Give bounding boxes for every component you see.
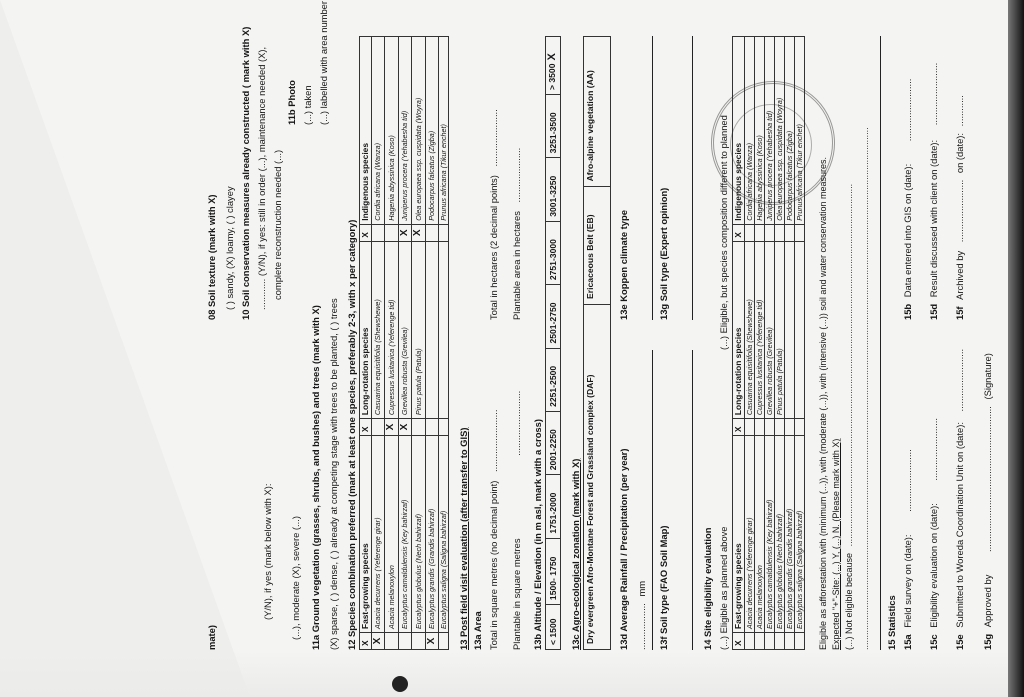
s08-options: ( ) sandy, (X) loamy, ( ) clayey bbox=[224, 186, 235, 310]
s14-x-head: X bbox=[733, 419, 745, 436]
s14-x-head: X bbox=[733, 633, 745, 650]
species-name: Pinus patula (Patula) bbox=[412, 241, 426, 418]
s12-x-head: X bbox=[360, 224, 372, 241]
table-row bbox=[371, 37, 385, 650]
species-checkbox[interactable] bbox=[439, 224, 449, 241]
s14-indig-head: Indigenous species bbox=[733, 37, 745, 225]
s13c-zone-table bbox=[583, 36, 611, 650]
s10-left-line2: (...), moderate (X), severe (...) bbox=[290, 516, 301, 640]
s13d-title: 13d Average Rainfall / Precipitation (per year) bbox=[618, 448, 629, 650]
altitude-cell[interactable]: 2501-2750 bbox=[546, 285, 561, 348]
form-page bbox=[206, 0, 1010, 650]
species-checkbox[interactable] bbox=[774, 419, 784, 436]
species-name: Acacia decurrens (Yeferenge girar) bbox=[744, 436, 754, 633]
species-name: Grevillea robusta (Grevilea) bbox=[398, 241, 412, 418]
species-checkbox[interactable]: X bbox=[425, 633, 439, 650]
official-stamp bbox=[711, 81, 835, 205]
s14-not-eligible: (...) Not eligible because ................................................................................................................................................. bbox=[844, 183, 854, 650]
s15d: 15d Result discussed with client on (date): ........................ bbox=[928, 62, 939, 320]
s13b-title: 13b Altitude / Elevation (in m asl, mark with a cross) bbox=[532, 419, 543, 650]
species-checkbox[interactable]: X bbox=[412, 224, 426, 241]
s13d-value: .................. mm bbox=[636, 580, 647, 650]
s11b-taken: (...) taken bbox=[302, 85, 313, 125]
species-name: Casuarina equisitifolia (Shewshewe) bbox=[371, 241, 385, 418]
species-checkbox[interactable] bbox=[774, 633, 784, 650]
species-checkbox[interactable] bbox=[412, 419, 426, 436]
s10-title: 10 Soil conservation measures already constructed ( mark with X) bbox=[240, 26, 251, 320]
s15-title: 15 Statistics bbox=[886, 595, 897, 650]
punch-hole bbox=[392, 676, 408, 692]
species-name bbox=[794, 241, 804, 418]
species-checkbox[interactable]: X bbox=[398, 419, 412, 436]
s13-title: 13 Post field visit evaluation (after transfer to GIS) bbox=[458, 427, 469, 650]
altitude-cell[interactable]: 2251-2500 bbox=[546, 348, 561, 411]
s13a-plant-ha: Plantable area in hectares ..................... bbox=[511, 147, 522, 320]
species-checkbox[interactable] bbox=[744, 224, 754, 241]
s13e-title: 13e Koppen climate type bbox=[618, 210, 629, 320]
s15c: 15c Eligibility evaluation on (date): ........................ bbox=[928, 418, 939, 650]
s12-x-head: X bbox=[360, 633, 372, 650]
species-name: Cupressus lusitanica (Yeferenge tid) bbox=[385, 241, 399, 418]
species-name: Hagenia abyssinica (Koso) bbox=[385, 37, 399, 225]
s13f-title: 13f Soil type (FAO Soil Map) bbox=[658, 525, 669, 650]
altitude-cell[interactable]: < 1500 bbox=[546, 605, 561, 650]
s13a-plant-sqm: Plantable in square metres ......................... bbox=[511, 390, 522, 650]
altitude-cell[interactable]: 3001-3250 bbox=[546, 158, 561, 221]
species-name: Cupressus lusitanica (Yeferenge tid) bbox=[754, 241, 764, 418]
s12-x-head: X bbox=[360, 419, 372, 436]
s10-line2: complete reconstruction needed (...) bbox=[272, 149, 283, 300]
s13b-altitude-table bbox=[545, 36, 561, 650]
species-checkbox[interactable]: X bbox=[385, 419, 399, 436]
species-name: Eucalyptus camaldulensis (Key bahirzaf) bbox=[764, 436, 774, 633]
species-name: Eucalyptus grandis (Grandis bahirzaf) bbox=[425, 436, 439, 633]
altitude-cell[interactable]: 2751-3000 bbox=[546, 221, 561, 284]
s15g: 15g Approved by ........................................................ (Signature) bbox=[982, 353, 993, 650]
species-checkbox[interactable] bbox=[744, 419, 754, 436]
species-checkbox[interactable] bbox=[371, 419, 385, 436]
species-name: Eucalyptus grandis (Grandis bahirzaf) bbox=[784, 436, 794, 633]
species-name: Pinus patula (Patula) bbox=[774, 241, 784, 418]
species-name bbox=[439, 241, 449, 418]
table-row bbox=[385, 37, 399, 650]
table-row bbox=[398, 37, 412, 650]
species-checkbox[interactable] bbox=[774, 224, 784, 241]
s12-indig-head: Indigenous species bbox=[360, 37, 372, 225]
s14-x-head: X bbox=[733, 224, 745, 241]
s14-fast-head: Fast-growing species bbox=[733, 436, 745, 633]
table-row bbox=[412, 37, 426, 650]
s14-long-head: Long-rotation species bbox=[733, 241, 745, 418]
species-checkbox[interactable] bbox=[425, 224, 439, 241]
species-checkbox[interactable] bbox=[784, 633, 794, 650]
species-name: Eucalyptus globulus (Nech bahirzaf) bbox=[774, 436, 784, 633]
species-name: Prunus africana (Tikur enchet) bbox=[439, 37, 449, 225]
s12-long-head: Long-rotation species bbox=[360, 241, 372, 418]
species-checkbox[interactable] bbox=[744, 633, 754, 650]
s14-affor-line: Eligible as afforestation with (minimum (...)), with (moderate (...)), with (intensive (...)) soil and water conservation measures. bbox=[818, 156, 828, 650]
species-name: Cordia africana (Wanza) bbox=[371, 37, 385, 225]
species-name: Acacia melanoxylon bbox=[385, 436, 399, 633]
species-checkbox[interactable] bbox=[764, 224, 774, 241]
species-name: Podocarpus falcatus (Zigba) bbox=[425, 37, 439, 225]
divider bbox=[652, 350, 653, 650]
species-name: Hagenia abyssinica (Koso) bbox=[754, 37, 764, 225]
table-row bbox=[439, 37, 449, 650]
s10-left-line1: (Y/N), if yes (mark below with X): bbox=[262, 483, 273, 620]
zone-aa: Afro-alpine vegetation (AA) bbox=[584, 37, 611, 187]
s11a-options: (X) sparse, ( ) dense, ( ) already at competing stage with trees to be planted, ( ) trees bbox=[328, 298, 339, 650]
altitude-cell[interactable]: > 3500X bbox=[546, 37, 561, 95]
altitude-cell[interactable]: 1751-2000 bbox=[546, 475, 561, 538]
s15f: 15f Archived by ........................ on (date): ............ bbox=[954, 95, 965, 320]
divider bbox=[692, 350, 693, 650]
s10-line1: ............ (Y/N), if yes: still in order (...), maintenance needed (X), bbox=[256, 46, 267, 310]
species-name: Podocarpus falcatus (Zigba) bbox=[784, 37, 794, 225]
zone-eb: Ericaceous Belt (EB) bbox=[584, 187, 611, 305]
species-name: Casuarina equisitifolia (Shewshewe) bbox=[744, 241, 754, 418]
divider bbox=[652, 36, 653, 320]
species-name bbox=[425, 241, 439, 418]
species-checkbox[interactable] bbox=[385, 224, 399, 241]
species-checkbox[interactable] bbox=[754, 419, 764, 436]
species-checkbox[interactable]: X bbox=[371, 633, 385, 650]
top-fragment: mate) bbox=[206, 624, 217, 650]
species-name: Juniperus procera (Yehabesha tid) bbox=[398, 37, 412, 225]
species-checkbox[interactable] bbox=[794, 419, 804, 436]
species-name bbox=[784, 241, 794, 418]
s12-fast-head: Fast-growing species bbox=[360, 436, 372, 633]
scanner-edge bbox=[1008, 0, 1024, 697]
species-checkbox[interactable] bbox=[794, 633, 804, 650]
s14-not-eligible-line2: ................................................................................................................................................................................................................. bbox=[860, 127, 870, 650]
species-checkbox[interactable]: X bbox=[398, 224, 412, 241]
divider bbox=[692, 36, 693, 320]
s13a-total-sqm: Total in square metres (no decimal point) ........................ bbox=[488, 409, 499, 650]
altitude-cell[interactable]: 2001-2250 bbox=[546, 411, 561, 474]
s12-title: 12 Species combination preferred (mark at least one species, preferably 2-3, with x per category) bbox=[346, 219, 357, 650]
species-name: Acacia melanoxylon bbox=[754, 436, 764, 633]
s13g-title: 13g Soil type (Expert opinion) bbox=[658, 187, 669, 320]
s11a-title: 11a Ground vegetation (grasses, shrubs, and bushes) and trees (mark with X) bbox=[310, 305, 321, 650]
s13a-title: 13a Area bbox=[472, 611, 483, 650]
species-checkbox[interactable] bbox=[371, 224, 385, 241]
species-name: Prunus africana (Tikur enchet) bbox=[794, 37, 804, 225]
species-checkbox[interactable] bbox=[385, 633, 399, 650]
species-name: Grevillea robusta (Grevilea) bbox=[764, 241, 774, 418]
s12-species-table bbox=[359, 36, 449, 650]
species-checkbox[interactable] bbox=[439, 419, 449, 436]
s13a-total-ha: Total in hectares (2 decimal points) ...................... bbox=[488, 109, 499, 320]
species-checkbox[interactable] bbox=[754, 633, 764, 650]
species-name: Olea europaea ssp. cuspidata (Woyra) bbox=[774, 37, 784, 225]
s11b-title: 11b Photo bbox=[286, 80, 297, 125]
s15e: 15e Submitted to Woreda Coordination Unit on (date): ........................ bbox=[954, 348, 965, 650]
zone-daf: Dry evergreen Afro-Montane Forest and Grassland complex (DAF) bbox=[584, 304, 611, 649]
s13c-title: 13c Agro-ecological zonation (mark with X) bbox=[570, 458, 581, 650]
s11b-labelled: (...) labelled with area number bbox=[318, 0, 329, 125]
s15b: 15b Data entered into GIS on (date): ........................ bbox=[902, 78, 913, 320]
species-checkbox[interactable] bbox=[439, 633, 449, 650]
s14-opt2: (...) Eligible, but species composition different to planned bbox=[718, 115, 729, 350]
species-name: Eucalyptus globulus (Nech bahirzaf) bbox=[412, 436, 426, 633]
s15a: 15a Field survey on (date): ........................ bbox=[902, 449, 913, 650]
species-checkbox[interactable] bbox=[784, 224, 794, 241]
species-name: Cordia africana (Wanza) bbox=[744, 37, 754, 225]
species-name: Olea europaea ssp. cuspidata (Woyra) bbox=[412, 37, 426, 225]
page-edge-shadow bbox=[0, 650, 1024, 697]
species-checkbox[interactable] bbox=[794, 224, 804, 241]
species-name: Eucalyptus camaldulensis (Key bahirzaf) bbox=[398, 436, 412, 633]
altitude-cell[interactable]: 3251-3500 bbox=[546, 95, 561, 158]
altitude-cell[interactable]: 1500- 1750 bbox=[546, 538, 561, 604]
species-checkbox[interactable] bbox=[764, 419, 774, 436]
species-name: Juniperus procera (Yehabesha tid) bbox=[764, 37, 774, 225]
divider bbox=[880, 36, 881, 650]
table-row bbox=[425, 37, 439, 650]
species-name: Eucalyptus saligna (Saligna bahirzaf) bbox=[794, 436, 804, 633]
species-checkbox[interactable] bbox=[412, 633, 426, 650]
species-checkbox[interactable] bbox=[764, 633, 774, 650]
species-name: Acacia decurrens (Yeferenge girar) bbox=[371, 436, 385, 633]
species-name: Eucalyptus saligna (Saligna bahirzaf) bbox=[439, 436, 449, 633]
species-checkbox[interactable] bbox=[398, 633, 412, 650]
species-checkbox[interactable] bbox=[784, 419, 794, 436]
species-checkbox[interactable] bbox=[425, 419, 439, 436]
s14-expected: Expected "+"-Site: (...) Y, (...) N. (Please mark with X) bbox=[831, 438, 841, 650]
altitude-mark: X bbox=[546, 53, 558, 61]
s08-title: 08 Soil texture (mark with X) bbox=[206, 194, 217, 320]
s14-opt1: (...) Eligible as planned above bbox=[718, 526, 729, 650]
species-checkbox[interactable] bbox=[754, 224, 764, 241]
s14-title: 14 Site eligibility evaluation bbox=[702, 527, 713, 650]
